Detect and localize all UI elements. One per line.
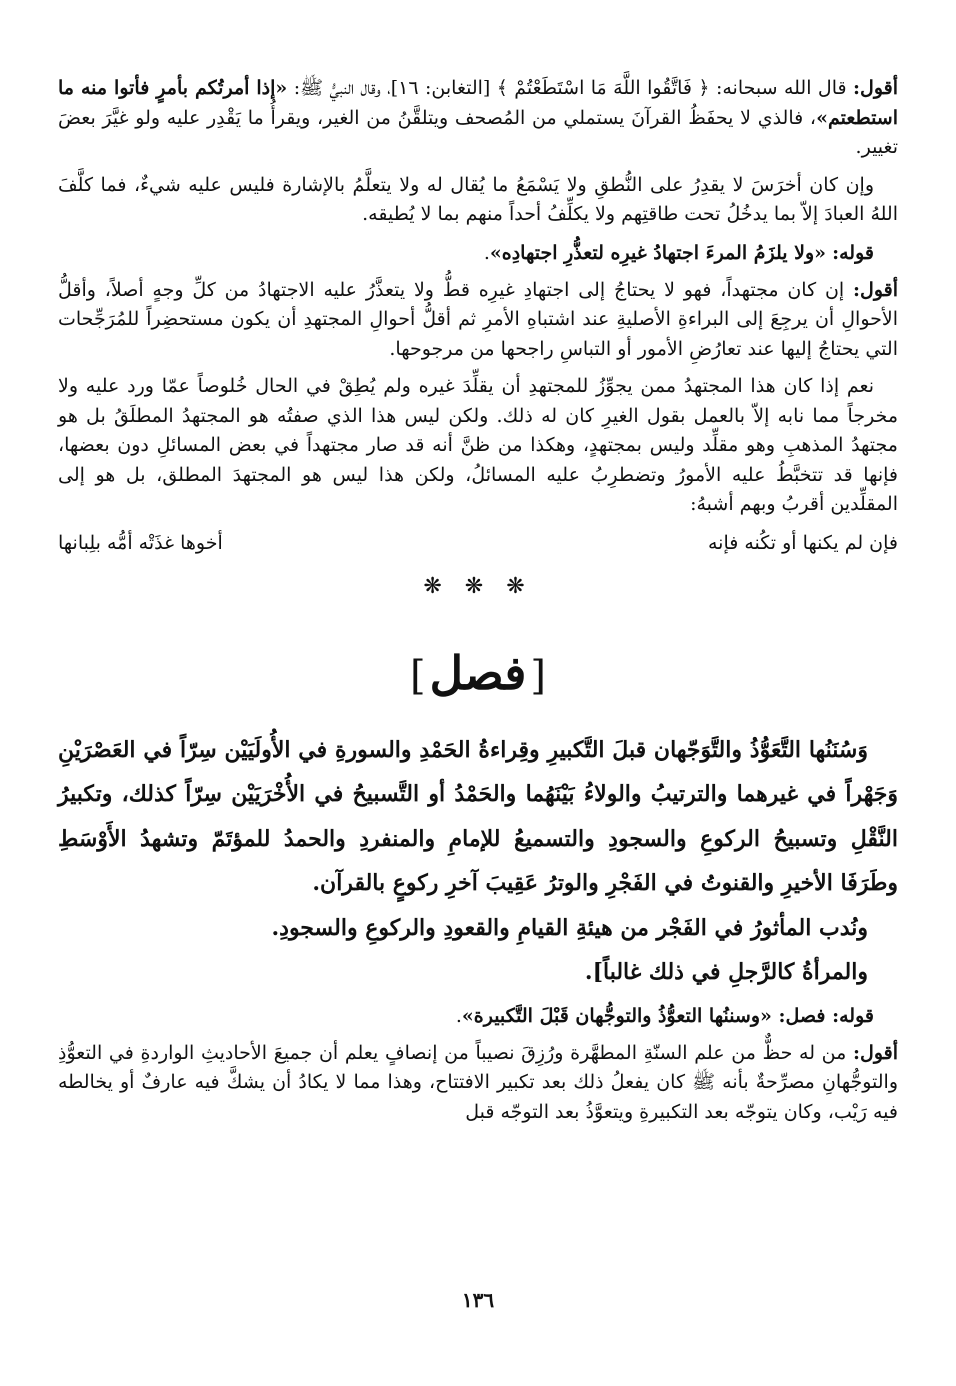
paragraph-text: قال الله سبحانه: ﴿ فَاتَّقُوا اللَّهَ مَا اسْتَطَعْتُمْ ﴾ [التغابن: ١٦]، وقال النبيُّ ﷺ: bbox=[287, 77, 854, 99]
section-title: فصل bbox=[429, 645, 527, 700]
qawluhu-end: . bbox=[483, 241, 490, 264]
paragraph-text: من له حظٌّ من علم السنّةِ المطهَّرة ورُزِقَ نصيباً من إنصافٍ يعلم أن جميعَ الأحاديثِ الواردةِ في التعوُّذِ والتوجُّهانِ مصرِّحةٌ بأنه ﷺ كان يفعلُ ذلك بعد تكبير الافتتاح، وهذا مما لا يكادُ أن يشكَّ فيه عارفٌ أو يخالطه فيه رَيْب، وكان يتوجّه بعد التكبيرةِ ويتعوَّذُ بعد التوجّه قبل bbox=[58, 1041, 898, 1123]
aqul-label: أقول: bbox=[853, 1041, 898, 1064]
paragraph-5 bbox=[58, 1039, 898, 1128]
matn-quote: «ولا يلزَمُ المرءَ اجتهادُ غيرِه لتعذُّرِ اجتهادِه» bbox=[489, 241, 827, 264]
bracket-open: [ bbox=[530, 652, 546, 699]
page-number: ١٣٦ bbox=[461, 1288, 495, 1312]
section-heading bbox=[58, 638, 898, 708]
qawluhu-line-2 bbox=[58, 1001, 898, 1031]
poetry-verse bbox=[58, 528, 898, 558]
section-separator: ❋ ❋ ❋ bbox=[423, 573, 533, 599]
qawluhu-label: قوله: bbox=[832, 241, 874, 264]
paragraph-text-continued: ، فالذي لا يحفَظُ القرآنَ يستملي من المُصحف ويتلقَّنُ من الغير، ويقرأُ ما يَقْدِر عليه ولو غيَّرَ بعضَ تغيير. bbox=[58, 106, 898, 158]
matn-paragraph-3: والمرأةُ كالرَّجلِ في ذلك غالباً]. bbox=[584, 959, 868, 985]
verse-hemistich-first: فإن لم يكنها أو تكُنه فإنه bbox=[707, 531, 898, 554]
hadith-quote: «إذا أمرتُكم بأمرٍ فأتوا منه ما استطعتم» bbox=[58, 77, 898, 129]
qawluhu-end: . bbox=[455, 1004, 462, 1027]
verse-hemistich-second: أخوها غذَتْه أمُّه بلِبانها bbox=[58, 531, 223, 554]
paragraph-1 bbox=[58, 74, 898, 163]
matn-paragraph-2: ونُدب المأثورُ في الفَجْر من هيئةِ القيامِ والقعودِ والركوعِ والسجودِ. bbox=[271, 914, 868, 941]
matn-paragraph-1: وَسُنَنُها التَّعَوُّذُ والتَّوَجّهان قبلَ التَّكبيرِ وقِراءةُ الحَمْدِ والسورةِ في الأُولَيَيْن سِرّاً في العَصْرَيْنِ وَجَهْراً في غيرهما والترتيبُ والولاءُ بَيْنَهُما والحَمْدُ أو التَّسبيحُ في الأُخْرَيَيْن سِرّاً كذلك، وتكبيرُ النَّقْلِ وتسبيحُ الركوعِ والسجودِ والتسميعُ للإمامِ والمنفردِ والحمدُ للمؤتَمّ وتشهدُ الأَوْسَطِ وطَرَفَا الأخيرِ والقنوتُ في الفَجْرِ والوترُ عَقِيبَ آخرِ ركوعٍ بالقرآن. bbox=[58, 736, 898, 896]
aqul-label: أقول: bbox=[853, 77, 899, 99]
paragraph-text: إن كان مجتهداً، فهو لا يحتاجُ إلى اجتهادِ غيرِه قطُّ ولا يتعذَّرُ عليه الاجتهادُ من كلِّ وجهٍ أصلاً، وأقلُّ الأحوالِ أن يرجِعَ إلى البراءةِ الأصليةِ عند اشتباهِ الأمرِ ثم أقلُّ أحوالِ المجتهدِ أن يكون مستحضِراً للمُرَجِّحات التي يحتاجُ إليها عند تعارُضِ الأمور أو التباسِ راجحها من مرجوحها. bbox=[58, 278, 898, 360]
bracket-close: ] bbox=[410, 652, 426, 699]
matn-block bbox=[58, 728, 898, 995]
qawluhu-line-1 bbox=[58, 238, 898, 268]
qawluhu-prefix: فصل: bbox=[771, 1004, 833, 1027]
paragraph-2: وإن كان أخرَسَ لا يقدِرُ على النُّطقِ ولا يَسْمَعُ ما يُقال له ولا يتعلَّمُ بالإشارة فليس عليه شيءٌ، فما كلَّفَ اللهُ العبادَ إلاّ بما يدخُلُ تحت طاقتِهم ولا يكلِّفُ أحداً منهم بما لا يُطيقه. bbox=[58, 173, 898, 225]
aqul-label: أقول: bbox=[853, 278, 898, 301]
paragraph-3 bbox=[58, 276, 898, 365]
qawluhu-label: قوله: bbox=[832, 1004, 874, 1027]
paragraph-4: نعم إذا كان هذا المجتهدُ ممن يجوِّزُ للمجتهدِ أن يقلِّدَ غيره ولم يُطِقْ في الحال خُلوصاً عمّا ورد عليه ولا مخرجاً مما نابه إلاّ بالعمل بقول الغيرِ كان له ذلك. ولكن ليس هذا الذي صفتُه هو المجتهدُ المطلَقُ بل هو مجتهدُ المذهبِ وهو مقلِّد وليس بمجتهدٍ، وهكذا من ظنَّ أنه قد صار مجتهداً في بعض المسائلِ دون بعضها، فإنها قد تتخبَّطُ عليه الأمورُ وتضطرِبُ عليه المسائلُ، ولكن هذا ليس هو المجتهدَ المطلق، بل هو إلى المقلِّدين أقربُ وبهم أشبهُ: bbox=[58, 375, 898, 515]
matn-quote: «وسننُها التعوُّذُ والتوجُّهان قَبْلَ التَّكبيرة» bbox=[461, 1004, 772, 1027]
